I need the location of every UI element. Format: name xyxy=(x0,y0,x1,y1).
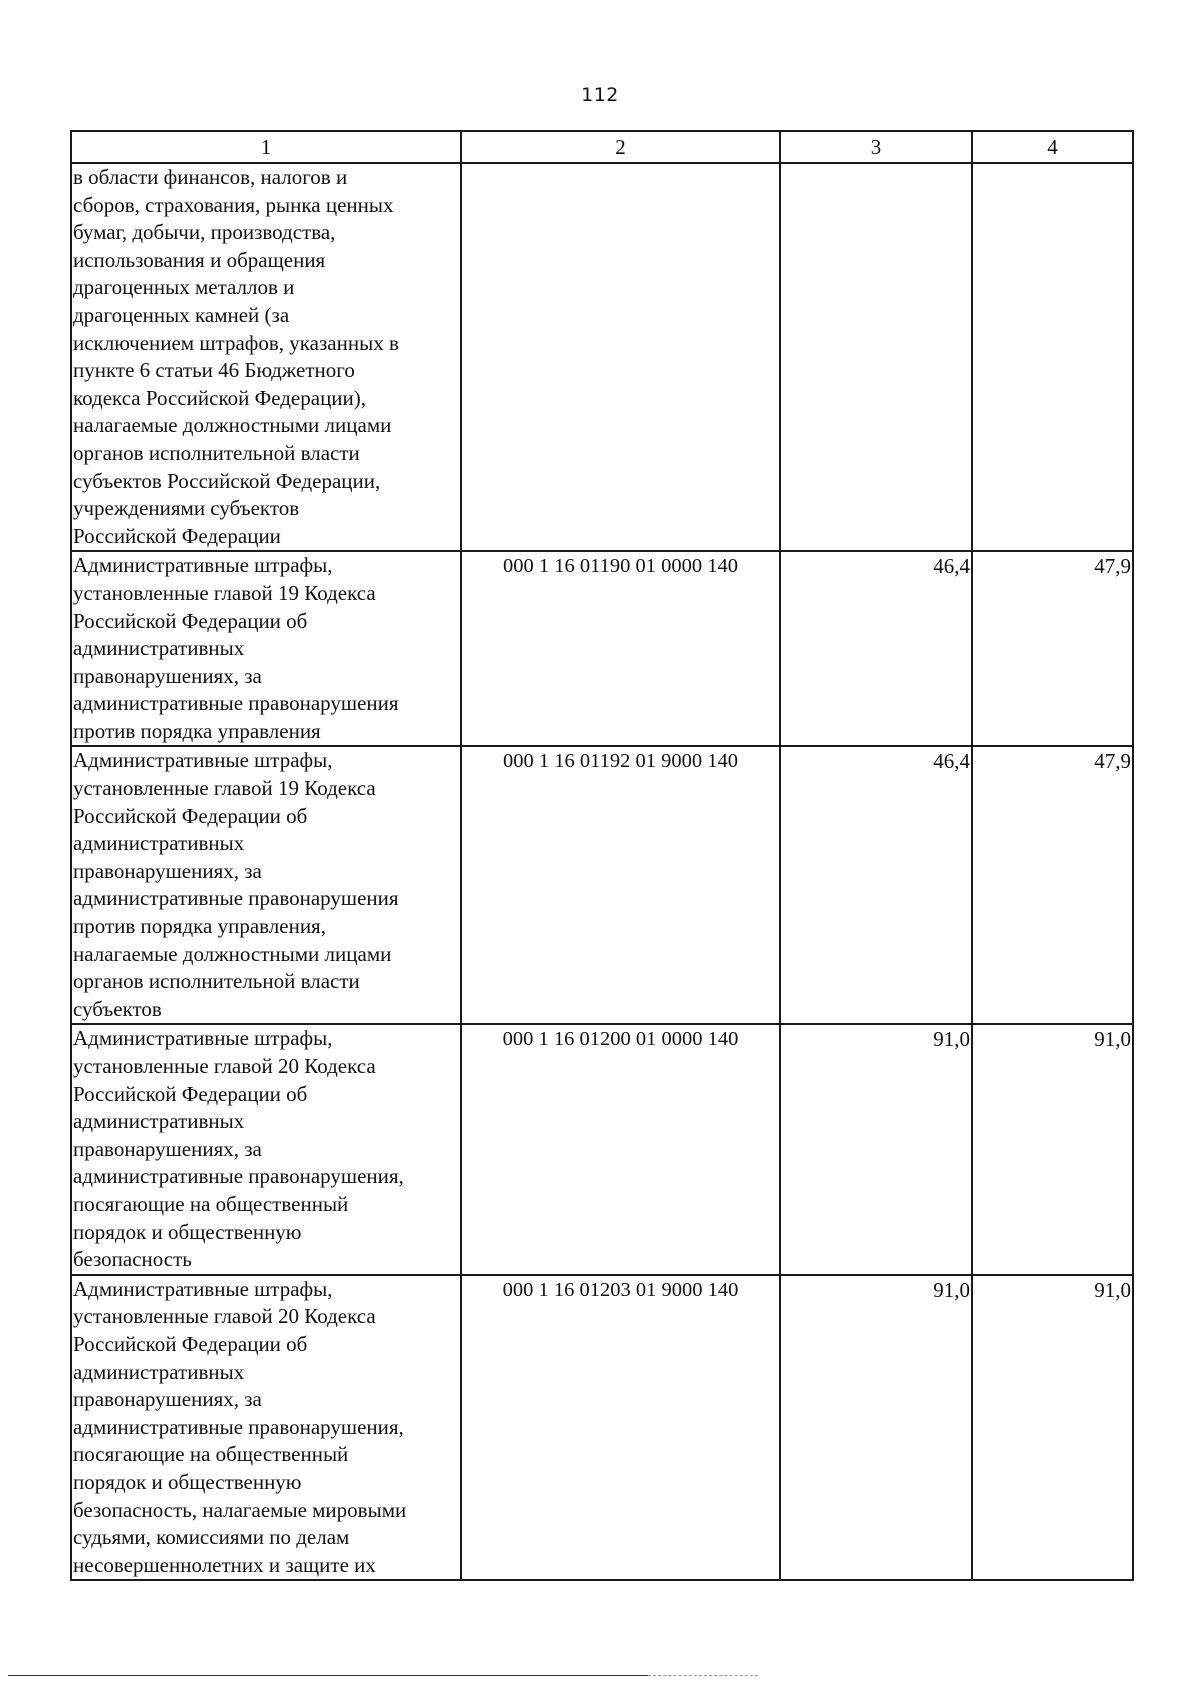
revenue-name-cell: Административные штрафы, установленные главой 19 Кодекса Российской Федерации об административных правонарушениях, за административные правонарушения против порядка управления, налагаемые должностными лицами органов исполнительной власти субъектов xyxy=(71,746,461,1024)
header-row xyxy=(71,131,1133,163)
classification-code-cell: 000 1 16 01190 01 0000 140 xyxy=(461,551,780,746)
page-number: 112 xyxy=(581,84,619,106)
amount-cell-col4: 47,9 xyxy=(972,746,1133,1024)
classification-code-cell: 000 1 16 01192 01 9000 140 xyxy=(461,746,780,1024)
table-row xyxy=(71,551,1133,746)
amount-cell-col3: 46,4 xyxy=(780,551,972,746)
amount-cell-col4: 91,0 xyxy=(972,1275,1133,1581)
column-header-3: 3 xyxy=(780,131,972,163)
amount-cell-col4: 91,0 xyxy=(972,1024,1133,1274)
classification-code-cell: 000 1 16 01203 01 9000 140 xyxy=(461,1275,780,1581)
table-body xyxy=(71,163,1133,1580)
column-header-4: 4 xyxy=(972,131,1133,163)
footer-divider-faint xyxy=(648,1675,758,1676)
column-header-2: 2 xyxy=(461,131,780,163)
footer-divider xyxy=(8,1675,648,1676)
amount-cell-col4 xyxy=(972,163,1133,551)
revenue-name-cell: Административные штрафы, установленные главой 20 Кодекса Российской Федерации об административных правонарушениях, за административные правонарушения, посягающие на общественный порядок и общественную безопасность, налагаемые мировыми судьями, комиссиями по делам несовершеннолетних и защите их xyxy=(71,1275,461,1581)
table-row xyxy=(71,1275,1133,1581)
revenue-name-cell: в области финансов, налогов и сборов, страхования, рынка ценных бумаг, добычи, производства, использования и обращения драгоценных металлов и драгоценных камней (за исключением штрафов, указанных в пункте 6 статьи 46 Бюджетного кодекса Российской Федерации), налагаемые должностными лицами органов исполнительной власти субъектов Российской Федерации, учреждениями субъектов Российской Федерации xyxy=(71,163,461,551)
classification-code-cell xyxy=(461,163,780,551)
table-row xyxy=(71,1024,1133,1274)
table-row xyxy=(71,163,1133,551)
budget-revenue-table xyxy=(70,130,1134,1581)
amount-cell-col3 xyxy=(780,163,972,551)
amount-cell-col4: 47,9 xyxy=(972,551,1133,746)
column-header-1: 1 xyxy=(71,131,461,163)
amount-cell-col3: 46,4 xyxy=(780,746,972,1024)
revenue-name-cell: Административные штрафы, установленные главой 20 Кодекса Российской Федерации об административных правонарушениях, за административные правонарушения, посягающие на общественный порядок и общественную безопасность xyxy=(71,1024,461,1274)
amount-cell-col3: 91,0 xyxy=(780,1024,972,1274)
revenue-name-cell: Административные штрафы, установленные главой 19 Кодекса Российской Федерации об административных правонарушениях, за административные правонарушения против порядка управления xyxy=(71,551,461,746)
table-header xyxy=(71,131,1133,163)
classification-code-cell: 000 1 16 01200 01 0000 140 xyxy=(461,1024,780,1274)
amount-cell-col3: 91,0 xyxy=(780,1275,972,1581)
table-row xyxy=(71,746,1133,1024)
